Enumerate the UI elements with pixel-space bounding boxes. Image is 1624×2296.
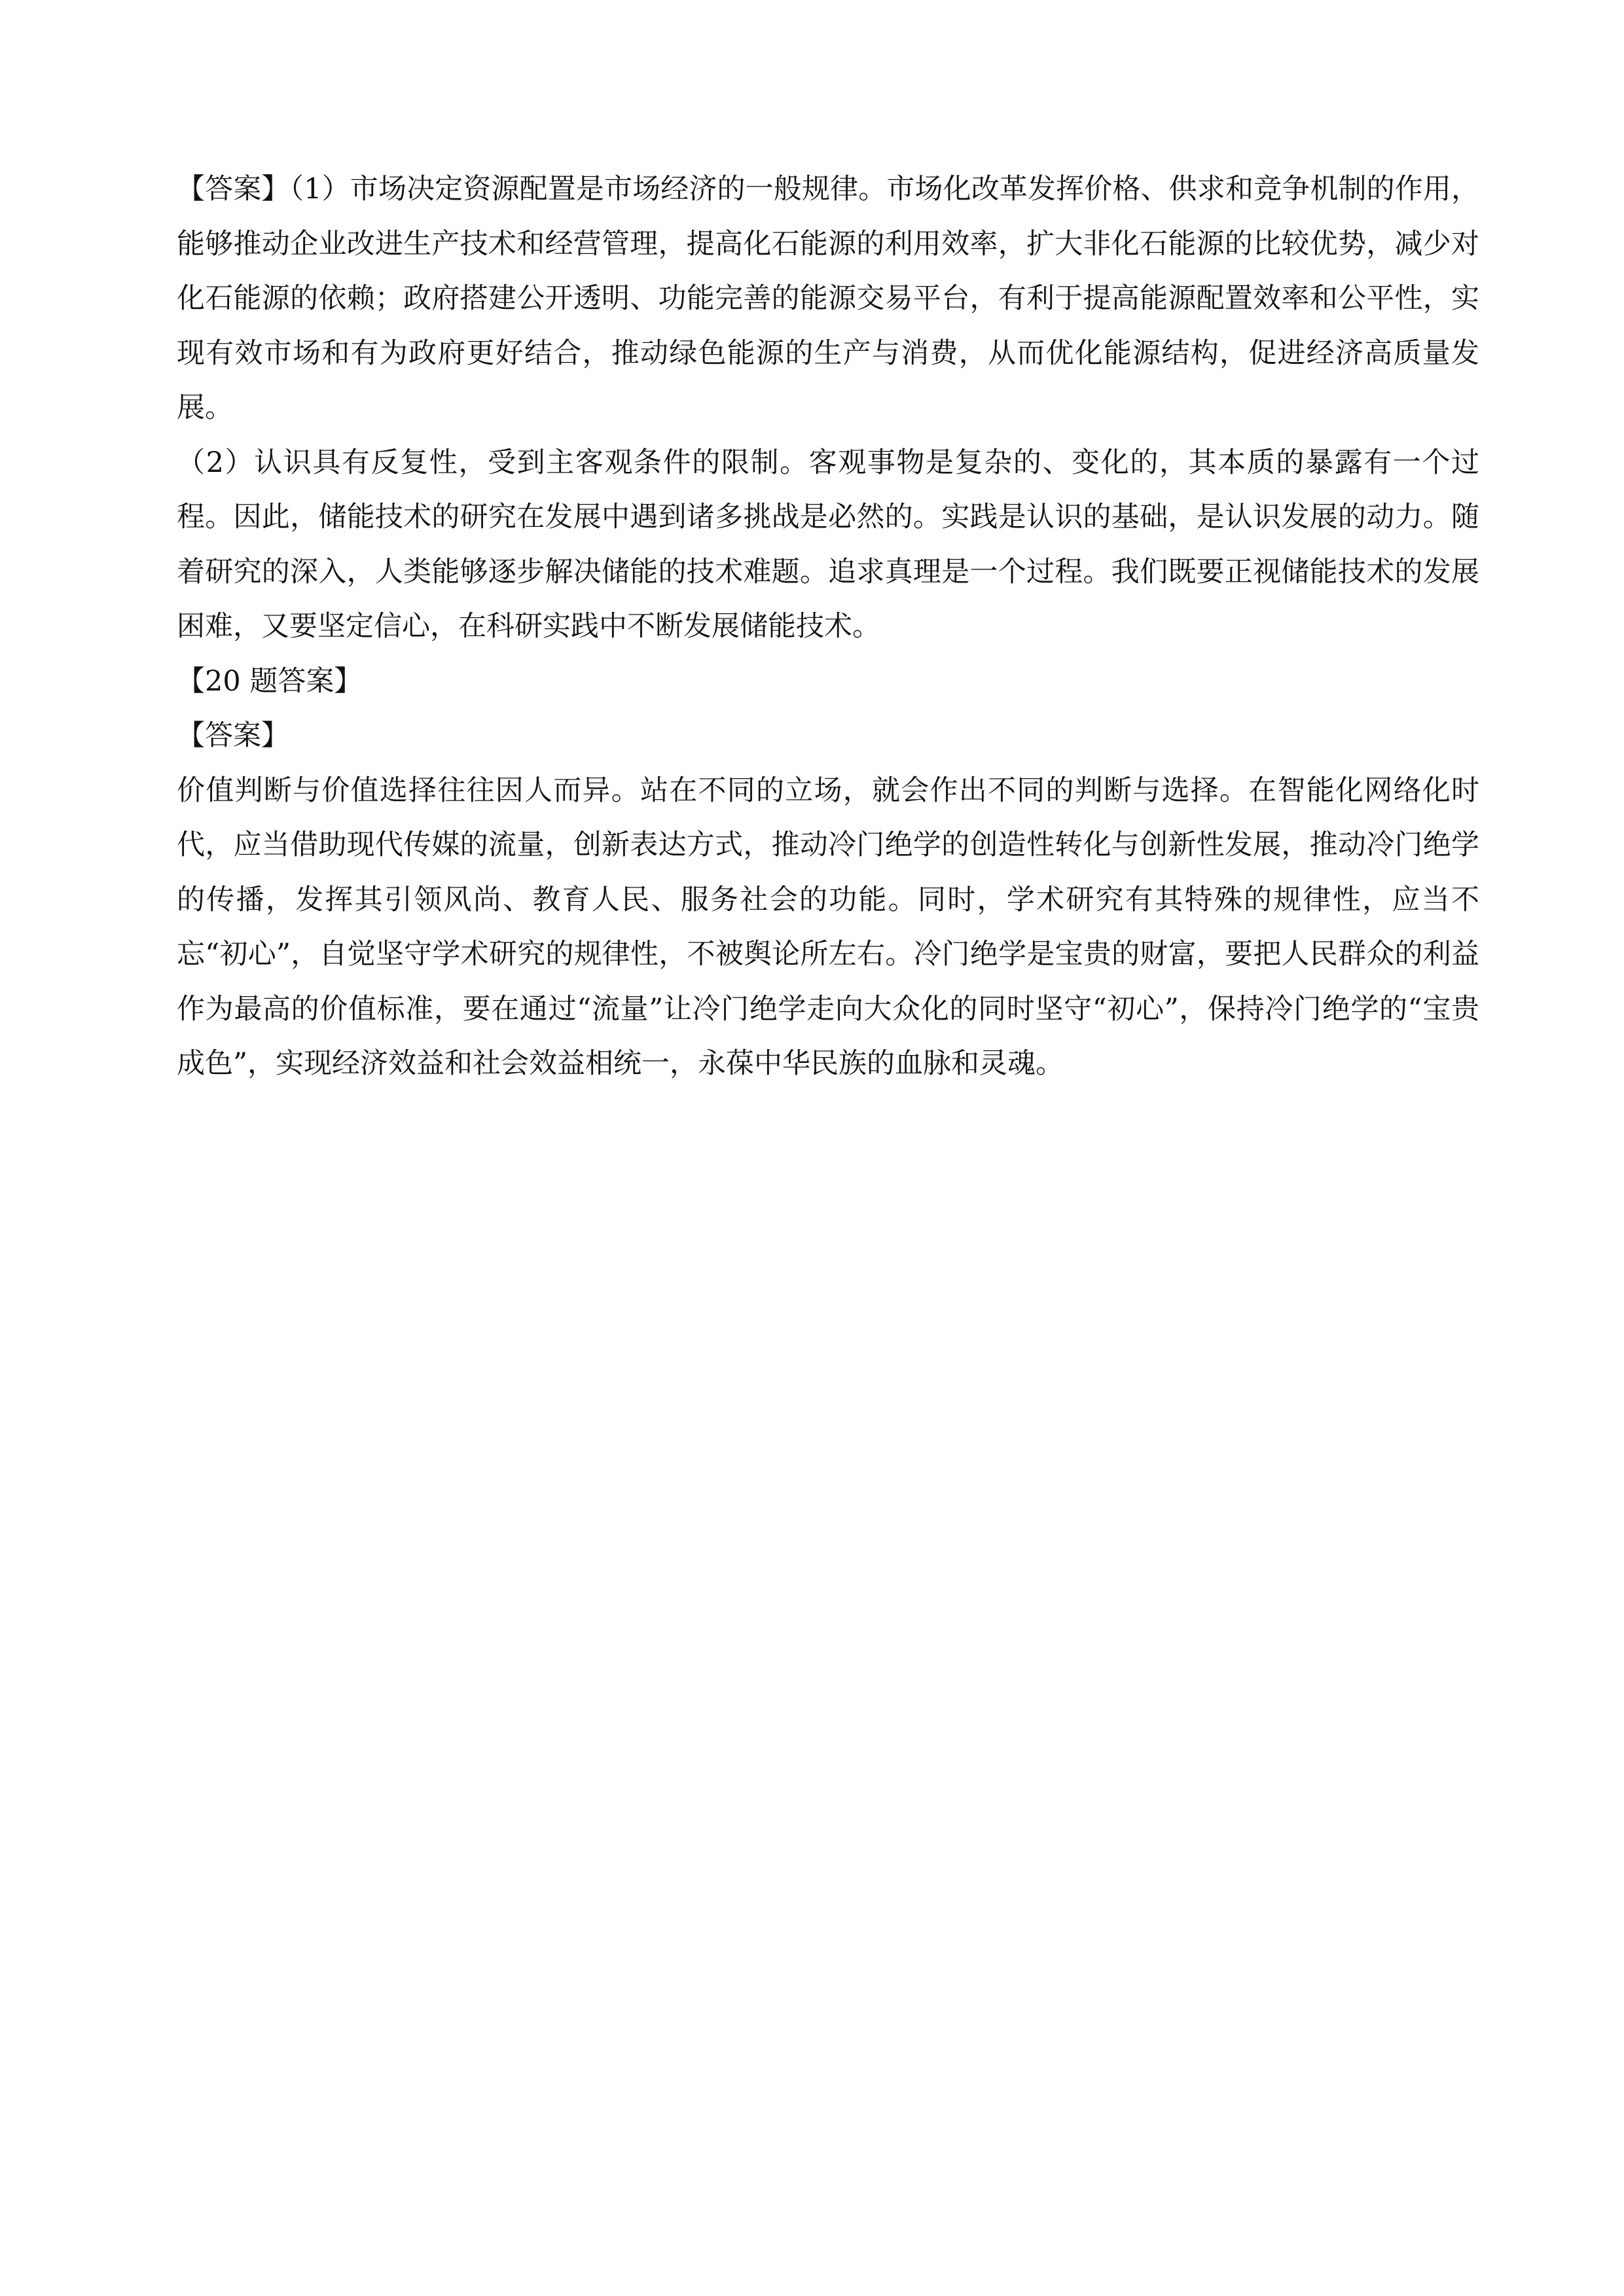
q19-answer-label: 【答案】: [177, 173, 290, 206]
q20-answer-paragraph: 价值判断与价值选择往往因人而异。站在不同的立场，就会作出不同的判断与选择。在智能化网络化时代，应当借助现代传媒的流量，创新表达方式，推动冷门绝学的创造性转化与创新性发展，推动冷门绝学的传播，发挥其引领风尚、教育人民、服务社会的功能。同时，学术研究有其特殊的规律性，应当不忘“初心”，自觉坚守学术研究的规律性，不被舆论所左右。冷门绝学是宝贵的财富，要把人民群众的利益作为最高的价值标准，要在通过“流量”让冷门绝学走向大众化的同时坚守“初心”，保持冷门绝学的“宝贵成色”，实现经济效益和社会效益相统一，永葆中华民族的血脉和灵魂。: [177, 774, 1479, 1080]
document-body: [177, 162, 1479, 1092]
q19-part1-text: （1）市场决定资源配置是市场经济的一般规律。市场化改革发挥价格、供求和竞争机制的作用，能够推动企业改进生产技术和经营管理，提高化石能源的利用效率，扩大非化石能源的比较优势，减少对化石能源的依赖；政府搭建公开透明、功能完善的能源交易平台，有利于提高能源配置效率和公平性，实现有效市场和有为政府更好结合，推动绿色能源的生产与消费，从而优化能源结构，促进经济高质量发展。: [177, 173, 1480, 424]
q19-part2-paragraph: （2）认识具有反复性，受到主客观条件的限制。客观事物是复杂的、变化的，其本质的暴露有一个过程。因此，储能技术的研究在发展中遇到诸多挑战是必然的。实践是认识的基础，是认识发展的动力。随着研究的深入，人类能够逐步解决储能的技术难题。追求真理是一个过程。我们既要正视储能技术的发展困难，又要坚定信心，在科研实践中不断发展储能技术。: [177, 446, 1479, 643]
q20-answer-label: 【答案】: [177, 719, 289, 752]
q20-section-heading: 【20 题答案】: [177, 664, 363, 698]
q19-part1-paragraph: [177, 162, 1479, 436]
